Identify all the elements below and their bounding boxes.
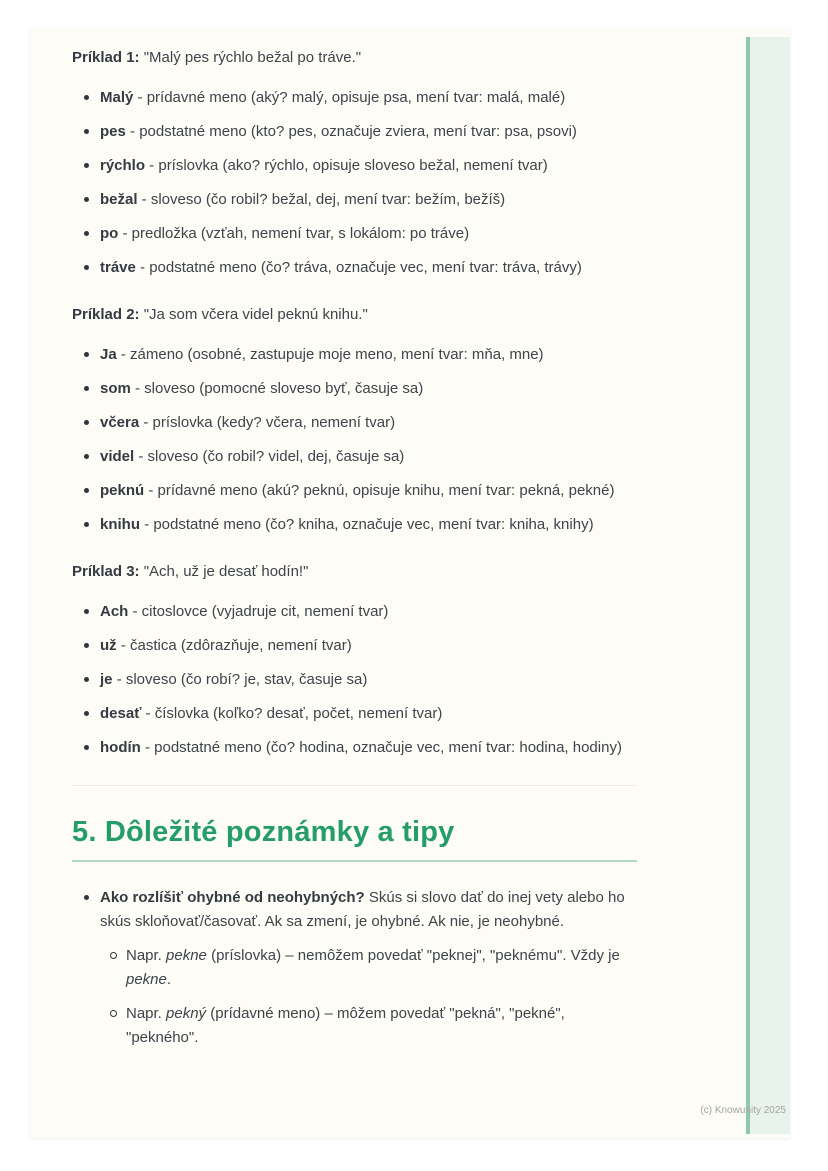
- term-description: - sloveso (pomocné sloveso byť, časuje sa): [130, 380, 424, 397]
- tip-item: [100, 886, 637, 1050]
- list-item: [100, 343, 637, 366]
- term: bežal: [100, 191, 138, 208]
- example-1-heading: [72, 46, 637, 69]
- term: hodín: [100, 739, 141, 756]
- tip-bold-lead: Ako rozlíšiť ohybné od neohybných?: [100, 889, 365, 906]
- term: včera: [100, 414, 140, 431]
- term: som: [100, 380, 131, 397]
- list-item: [100, 188, 637, 211]
- list-item: [100, 120, 637, 143]
- term-description: - príslovka (ako? rýchlo, opisuje sloveso bežal, nemení tvar): [145, 157, 548, 174]
- term-description: - podstatné meno (čo? tráva, označuje vec, mení tvar: tráva, trávy): [135, 259, 582, 276]
- term-description: - sloveso (čo robil? videl, dej, časuje sa): [134, 448, 405, 465]
- term-description: - zámeno (osobné, zastupuje moje meno, mení tvar: mňa, mne): [116, 346, 544, 363]
- term: po: [100, 225, 119, 242]
- footer-credit: (c) Knowunity 2025: [700, 1105, 786, 1116]
- term-description: - číslovka (koľko? desať, počet, nemení tvar): [141, 705, 443, 722]
- term: desať: [100, 705, 142, 722]
- tips-list: [72, 886, 637, 1050]
- tip-text: Skús si slovo dať do inej vety alebo ho skús skloňovať/časovať. Ak sa zmení, je ohybné. Ak nie, je neohybné.: [100, 889, 625, 930]
- term: Ja: [100, 346, 117, 363]
- term-description: - sloveso (čo robil? bežal, dej, mení tvar: bežím, bežíš): [137, 191, 506, 208]
- sub-text: (prídavné meno) – môžem povedať "pekná", "pekné", "pekného".: [126, 1005, 565, 1046]
- example-2-word-list: [72, 343, 637, 536]
- term-description: - citoslovce (vyjadruje cit, nemení tvar): [128, 603, 389, 620]
- sub-italic-word: pekný: [166, 1005, 207, 1022]
- list-item: [100, 668, 637, 691]
- sub-italic-word: pekne: [166, 947, 207, 964]
- term: už: [100, 637, 117, 654]
- term: tráve: [100, 259, 136, 276]
- sub-text: Napr.: [126, 1005, 167, 1022]
- example-1-word-list: [72, 86, 637, 279]
- tip-sub-item: [126, 1002, 637, 1050]
- list-item: [100, 222, 637, 245]
- term-description: - predložka (vzťah, nemení tvar, s lokálom: po tráve): [118, 225, 470, 242]
- term-description: - častica (zdôrazňuje, nemení tvar): [116, 637, 352, 654]
- sub-text: .: [166, 971, 172, 988]
- example-1-sentence: "Malý pes rýchlo bežal po tráve.": [139, 49, 362, 66]
- example-2-heading: [72, 303, 637, 326]
- term: videl: [100, 448, 135, 465]
- term: rýchlo: [100, 157, 146, 174]
- example-3-label: Príklad 3:: [72, 563, 140, 580]
- list-item: [100, 634, 637, 657]
- sub-italic-word: pekne: [126, 971, 167, 988]
- term-description: - prídavné meno (aký? malý, opisuje psa, mení tvar: malá, malé): [133, 89, 566, 106]
- tip-sub-item: [126, 944, 637, 992]
- example-1-label: Príklad 1:: [72, 49, 140, 66]
- list-item: [100, 445, 637, 468]
- example-3-sentence: "Ach, už je desať hodín!": [139, 563, 309, 580]
- term: Malý: [100, 89, 134, 106]
- term: je: [100, 671, 113, 688]
- term-description: - podstatné meno (čo? kniha, označuje vec, mení tvar: kniha, knihy): [140, 516, 594, 533]
- term-description: - prídavné meno (akú? peknú, opisuje knihu, mení tvar: pekná, pekné): [144, 482, 615, 499]
- side-accent-bar: [746, 37, 790, 1134]
- example-2-sentence: "Ja som včera videl peknú knihu.": [139, 306, 368, 323]
- term: pes: [100, 123, 126, 140]
- list-item: [100, 256, 637, 279]
- term-description: - sloveso (čo robí? je, stav, časuje sa): [112, 671, 368, 688]
- list-item: [100, 86, 637, 109]
- list-item: [100, 513, 637, 536]
- example-3-heading: [72, 560, 637, 583]
- term-description: - príslovka (kedy? včera, nemení tvar): [139, 414, 396, 431]
- list-item: [100, 702, 637, 725]
- example-2-label: Príklad 2:: [72, 306, 140, 323]
- sub-text: Napr.: [126, 947, 167, 964]
- tip-sub-list: [100, 944, 637, 1050]
- list-item: [100, 411, 637, 434]
- list-item: [100, 736, 637, 759]
- page-content: [30, 28, 637, 1050]
- example-3-word-list: [72, 600, 637, 759]
- term-description: - podstatné meno (kto? pes, označuje zviera, mení tvar: psa, psovi): [125, 123, 577, 140]
- list-item: [100, 600, 637, 623]
- worksheet-page: [30, 28, 790, 1138]
- term: knihu: [100, 516, 140, 533]
- term: Ach: [100, 603, 129, 620]
- term: peknú: [100, 482, 145, 499]
- list-item: [100, 377, 637, 400]
- list-item: [100, 154, 637, 177]
- sub-text: (príslovka) – nemôžem povedať "peknej", "peknému". Vždy je: [206, 947, 620, 964]
- section-title: 5. Dôležité poznámky a tipy: [72, 816, 637, 862]
- term-description: - podstatné meno (čo? hodina, označuje vec, mení tvar: hodina, hodiny): [140, 739, 622, 756]
- section-divider: [72, 785, 637, 786]
- list-item: [100, 479, 637, 502]
